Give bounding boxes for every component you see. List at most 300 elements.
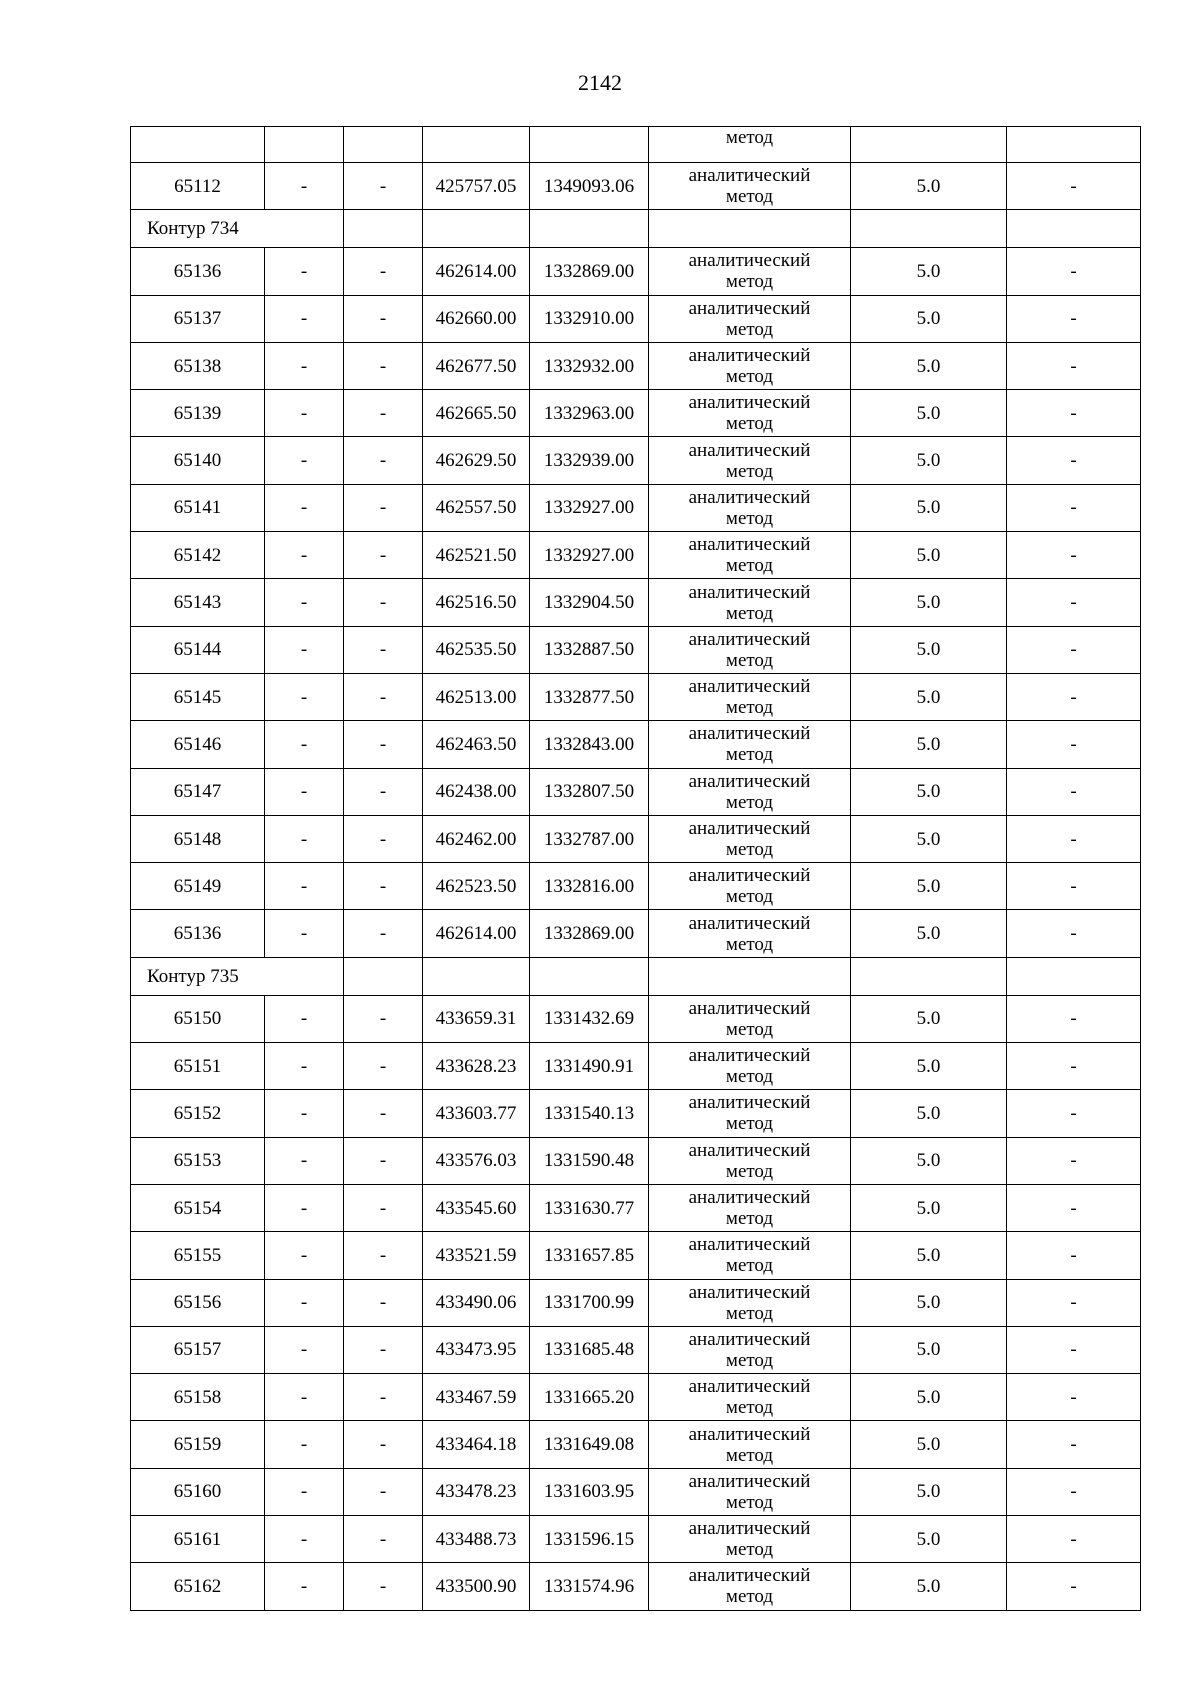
- note: -: [1007, 579, 1141, 626]
- cell-dash: -: [344, 673, 423, 720]
- note: -: [1007, 815, 1141, 862]
- cell-empty: [131, 127, 265, 163]
- coordinates-table: [130, 126, 1141, 1611]
- accuracy: 5.0: [851, 1043, 1007, 1090]
- method-line-1: аналитический: [688, 1234, 811, 1256]
- note: -: [1007, 995, 1141, 1042]
- point-id: 65141: [131, 484, 265, 531]
- cell-empty: [851, 127, 1007, 163]
- method-cell: [649, 768, 851, 815]
- method-line-1: аналитический: [688, 818, 811, 839]
- note: -: [1007, 1137, 1141, 1184]
- accuracy: 5.0: [851, 1137, 1007, 1184]
- coord-y: 1331649.08: [530, 1421, 649, 1468]
- method-cell: [649, 163, 851, 210]
- method-cell: [649, 1468, 851, 1515]
- cell-empty: [423, 957, 530, 995]
- table-row: [131, 1516, 1141, 1563]
- cell-dash: -: [265, 1374, 344, 1421]
- note: -: [1007, 1421, 1141, 1468]
- note: -: [1007, 626, 1141, 673]
- accuracy: 5.0: [851, 768, 1007, 815]
- table-row: [131, 437, 1141, 484]
- coord-y: 1332927.00: [530, 484, 649, 531]
- table-row: [131, 995, 1141, 1042]
- note: -: [1007, 484, 1141, 531]
- note: -: [1007, 1279, 1141, 1326]
- cell-dash: -: [265, 1232, 344, 1279]
- coord-x: 462665.50: [423, 390, 530, 437]
- method-line-1: аналитический: [688, 1092, 811, 1114]
- coord-y: 1331540.13: [530, 1090, 649, 1137]
- point-id: 65139: [131, 390, 265, 437]
- method-line-1: аналитический: [688, 345, 811, 367]
- point-id: 65160: [131, 1468, 265, 1515]
- method-line-2: метод: [725, 271, 774, 293]
- note: -: [1007, 721, 1141, 768]
- cell-dash: -: [344, 1232, 423, 1279]
- coord-y: 1331590.48: [530, 1137, 649, 1184]
- method-line-1: аналитический: [688, 770, 811, 792]
- method-cell: [649, 1232, 851, 1279]
- point-id: 65150: [131, 995, 265, 1042]
- cell-dash: -: [265, 995, 344, 1042]
- coord-y: 1331603.95: [530, 1468, 649, 1515]
- coord-y: 1332904.50: [530, 579, 649, 626]
- method-line-2: метод: [725, 460, 774, 482]
- accuracy: 5.0: [851, 863, 1007, 910]
- cell-dash: -: [265, 342, 344, 389]
- point-id: 65136: [131, 248, 265, 295]
- coord-y: 1349093.06: [530, 163, 649, 210]
- cell-empty: [649, 210, 851, 248]
- coord-y: 1332927.00: [530, 532, 649, 579]
- cell-dash: -: [344, 390, 423, 437]
- method-cell: [649, 995, 851, 1042]
- cell-dash: -: [344, 1279, 423, 1326]
- method-line-2: метод: [725, 1018, 774, 1040]
- accuracy: 5.0: [851, 1516, 1007, 1563]
- table-row: [131, 390, 1141, 437]
- note: -: [1007, 673, 1141, 720]
- table-row: [131, 342, 1141, 389]
- method-line-1: аналитический: [688, 912, 811, 934]
- accuracy: 5.0: [851, 248, 1007, 295]
- cell-dash: -: [344, 626, 423, 673]
- cell-dash: -: [344, 1090, 423, 1137]
- coord-x: 433490.06: [423, 1279, 530, 1326]
- method-cell: [649, 910, 851, 957]
- accuracy: 5.0: [851, 626, 1007, 673]
- note: -: [1007, 163, 1141, 210]
- cell-dash: -: [265, 163, 344, 210]
- table-row: [131, 1184, 1141, 1231]
- note: -: [1007, 1326, 1141, 1373]
- note: -: [1007, 1516, 1141, 1563]
- note: -: [1007, 1468, 1141, 1515]
- coord-x: 433464.18: [423, 1421, 530, 1468]
- cell-dash: -: [265, 295, 344, 342]
- cell-dash: -: [344, 1326, 423, 1373]
- method-line-2: метод: [725, 366, 774, 388]
- accuracy: 5.0: [851, 163, 1007, 210]
- note: -: [1007, 863, 1141, 910]
- method-line-2: метод: [725, 744, 774, 766]
- cell-dash: -: [265, 1043, 344, 1090]
- cell-empty: [851, 210, 1007, 248]
- cell-empty: [530, 127, 649, 163]
- coord-x: 462614.00: [423, 248, 530, 295]
- coord-y: 1332910.00: [530, 295, 649, 342]
- cell-method-fragment: метод: [649, 127, 851, 163]
- method-cell: [649, 1279, 851, 1326]
- coord-x: 433500.90: [423, 1563, 530, 1610]
- method-line-2: метод: [725, 507, 774, 529]
- coord-y: 1332877.50: [530, 673, 649, 720]
- cell-dash: -: [344, 995, 423, 1042]
- note: -: [1007, 1184, 1141, 1231]
- cell-dash: -: [344, 815, 423, 862]
- cell-dash: -: [344, 532, 423, 579]
- cell-dash: -: [344, 437, 423, 484]
- contour-label: Контур 735: [131, 957, 344, 995]
- method-line-1: аналитический: [688, 997, 811, 1019]
- table-row: [131, 484, 1141, 531]
- accuracy: 5.0: [851, 295, 1007, 342]
- table-row: [131, 295, 1141, 342]
- method-cell: [649, 390, 851, 437]
- point-id: 65146: [131, 721, 265, 768]
- cell-dash: -: [344, 1516, 423, 1563]
- coord-y: 1331596.15: [530, 1516, 649, 1563]
- method-line-2: метод: [725, 318, 774, 340]
- coord-y: 1331432.69: [530, 995, 649, 1042]
- coord-y: 1331630.77: [530, 1184, 649, 1231]
- cell-dash: -: [344, 910, 423, 957]
- point-id: 65159: [131, 1421, 265, 1468]
- coord-x: 462535.50: [423, 626, 530, 673]
- method-line-1: аналитический: [688, 1139, 811, 1161]
- coord-y: 1332869.00: [530, 910, 649, 957]
- cell-dash: -: [344, 721, 423, 768]
- table-row: [131, 626, 1141, 673]
- coord-y: 1331700.99: [530, 1279, 649, 1326]
- accuracy: 5.0: [851, 1326, 1007, 1373]
- table-row: [131, 532, 1141, 579]
- coord-x: 462523.50: [423, 863, 530, 910]
- point-id: 65143: [131, 579, 265, 626]
- coord-x: 433545.60: [423, 1184, 530, 1231]
- coord-y: 1331657.85: [530, 1232, 649, 1279]
- method-line-2: метод: [725, 186, 774, 208]
- note: -: [1007, 1232, 1141, 1279]
- method-line-2: метод: [725, 697, 774, 719]
- point-id: 65137: [131, 295, 265, 342]
- point-id: 65138: [131, 342, 265, 389]
- cell-dash: -: [265, 626, 344, 673]
- coord-x: 462438.00: [423, 768, 530, 815]
- table-row: [131, 1090, 1141, 1137]
- method-line-1: аналитический: [688, 1518, 811, 1540]
- coord-y: 1332787.00: [530, 815, 649, 862]
- coord-y: 1332807.50: [530, 768, 649, 815]
- method-line-1: аналитический: [688, 392, 811, 414]
- cell-empty: [344, 210, 423, 248]
- coord-x: 462513.00: [423, 673, 530, 720]
- point-id: 65144: [131, 626, 265, 673]
- cell-dash: -: [344, 1374, 423, 1421]
- note: -: [1007, 1090, 1141, 1137]
- method-line-1: аналитический: [688, 1045, 811, 1067]
- point-id: 65149: [131, 863, 265, 910]
- method-cell: [649, 1137, 851, 1184]
- coord-x: 462462.00: [423, 815, 530, 862]
- method-line-1: аналитический: [688, 1565, 811, 1587]
- cell-dash: -: [344, 484, 423, 531]
- method-line-2: метод: [725, 1302, 774, 1324]
- method-line-2: метод: [725, 602, 774, 624]
- cell-empty: [1007, 210, 1141, 248]
- method-line-1: аналитический: [688, 1281, 811, 1303]
- table-body: [131, 127, 1141, 1611]
- cell-empty: [1007, 957, 1141, 995]
- method-line-1: аналитический: [688, 1328, 811, 1350]
- method-cell: [649, 295, 851, 342]
- method-cell: [649, 626, 851, 673]
- cell-dash: -: [265, 579, 344, 626]
- cell-dash: -: [265, 910, 344, 957]
- method-cell: [649, 484, 851, 531]
- accuracy: 5.0: [851, 995, 1007, 1042]
- cell-dash: -: [344, 1043, 423, 1090]
- point-id: 65153: [131, 1137, 265, 1184]
- cell-empty: [423, 210, 530, 248]
- table-row: [131, 1468, 1141, 1515]
- note: -: [1007, 532, 1141, 579]
- method-cell: [649, 1516, 851, 1563]
- cell-dash: -: [344, 1184, 423, 1231]
- method-line-2: метод: [725, 1208, 774, 1230]
- point-id: 65155: [131, 1232, 265, 1279]
- note: -: [1007, 390, 1141, 437]
- cell-dash: -: [265, 1563, 344, 1610]
- cell-dash: -: [265, 1421, 344, 1468]
- coord-y: 1332939.00: [530, 437, 649, 484]
- point-id: 65148: [131, 815, 265, 862]
- method-line-2: метод: [725, 1539, 774, 1561]
- method-line-2: метод: [725, 839, 774, 860]
- method-cell: [649, 1563, 851, 1610]
- method-cell: [649, 532, 851, 579]
- cell-dash: -: [265, 1090, 344, 1137]
- accuracy: 5.0: [851, 1184, 1007, 1231]
- table-row: [131, 1563, 1141, 1610]
- accuracy: 5.0: [851, 1421, 1007, 1468]
- method-line-2: метод: [725, 1255, 774, 1277]
- cell-dash: -: [265, 815, 344, 862]
- method-cell: [649, 579, 851, 626]
- cell-dash: -: [344, 579, 423, 626]
- method-line-2: метод: [725, 413, 774, 435]
- point-id: 65161: [131, 1516, 265, 1563]
- table-row: [131, 1421, 1141, 1468]
- cell-empty: [344, 127, 423, 163]
- coord-y: 1332816.00: [530, 863, 649, 910]
- point-id: 65157: [131, 1326, 265, 1373]
- accuracy: 5.0: [851, 390, 1007, 437]
- method-line-2: метод: [725, 791, 774, 813]
- point-id: 65162: [131, 1563, 265, 1610]
- table-row: [131, 768, 1141, 815]
- cell-dash: -: [265, 863, 344, 910]
- point-id: 65151: [131, 1043, 265, 1090]
- cell-empty: [265, 127, 344, 163]
- method-cell: [649, 1043, 851, 1090]
- coord-y: 1331665.20: [530, 1374, 649, 1421]
- coord-x: 462521.50: [423, 532, 530, 579]
- method-line-1: аналитический: [688, 581, 811, 603]
- table-row: [131, 910, 1141, 957]
- table-row: [131, 721, 1141, 768]
- method-line-1: аналитический: [688, 439, 811, 461]
- point-id: 65147: [131, 768, 265, 815]
- method-line-2: метод: [725, 1066, 774, 1088]
- method-cell: [649, 863, 851, 910]
- cell-dash: -: [344, 342, 423, 389]
- method-cell: [649, 248, 851, 295]
- cell-dash: -: [265, 1184, 344, 1231]
- accuracy: 5.0: [851, 437, 1007, 484]
- note: -: [1007, 910, 1141, 957]
- coord-x: 425757.05: [423, 163, 530, 210]
- coord-y: 1331490.91: [530, 1043, 649, 1090]
- method-cell: [649, 1090, 851, 1137]
- method-line-1: аналитический: [688, 1376, 811, 1398]
- table-row: [131, 1232, 1141, 1279]
- method-cell: [649, 815, 851, 862]
- note: -: [1007, 248, 1141, 295]
- method-line-1: аналитический: [688, 1423, 811, 1445]
- point-id: 65156: [131, 1279, 265, 1326]
- method-line-1: аналитический: [688, 486, 811, 508]
- method-line-2: метод: [725, 1444, 774, 1466]
- coord-x: 462660.00: [423, 295, 530, 342]
- cell-dash: -: [344, 163, 423, 210]
- coord-x: 462677.50: [423, 342, 530, 389]
- accuracy: 5.0: [851, 1090, 1007, 1137]
- method-line-2: метод: [725, 933, 774, 955]
- point-id: 65140: [131, 437, 265, 484]
- table-row: [131, 815, 1141, 862]
- cell-dash: -: [265, 768, 344, 815]
- accuracy: 5.0: [851, 342, 1007, 389]
- note: -: [1007, 768, 1141, 815]
- coord-y: 1331574.96: [530, 1563, 649, 1610]
- coord-x: 462463.50: [423, 721, 530, 768]
- note: -: [1007, 1563, 1141, 1610]
- method-line-1: аналитический: [688, 1470, 811, 1492]
- method-line-1: аналитический: [688, 676, 811, 698]
- method-line-1: аналитический: [688, 723, 811, 745]
- table-row: [131, 863, 1141, 910]
- coord-x: 462516.50: [423, 579, 530, 626]
- coord-x: 433488.73: [423, 1516, 530, 1563]
- coord-y: 1332932.00: [530, 342, 649, 389]
- cell-dash: -: [265, 1137, 344, 1184]
- cell-dash: -: [265, 532, 344, 579]
- cell-empty: [649, 957, 851, 995]
- method-cell: [649, 342, 851, 389]
- coord-x: 462557.50: [423, 484, 530, 531]
- note: -: [1007, 1374, 1141, 1421]
- point-id: 65142: [131, 532, 265, 579]
- coord-x: 462614.00: [423, 910, 530, 957]
- point-id: 65145: [131, 673, 265, 720]
- point-id: 65112: [131, 163, 265, 210]
- method-line-2: метод: [725, 886, 774, 908]
- method-line-2: метод: [725, 1160, 774, 1182]
- cell-empty: [423, 127, 530, 163]
- method-line-1: аналитический: [688, 165, 811, 187]
- method-cell: [649, 673, 851, 720]
- accuracy: 5.0: [851, 1279, 1007, 1326]
- contour-label: Контур 734: [131, 210, 344, 248]
- accuracy: 5.0: [851, 484, 1007, 531]
- accuracy: 5.0: [851, 1232, 1007, 1279]
- cell-dash: -: [265, 673, 344, 720]
- accuracy: 5.0: [851, 815, 1007, 862]
- coord-y: 1332869.00: [530, 248, 649, 295]
- point-id: 65154: [131, 1184, 265, 1231]
- cell-empty: [530, 210, 649, 248]
- cell-dash: -: [344, 248, 423, 295]
- cell-empty: [851, 957, 1007, 995]
- method-cell: [649, 1374, 851, 1421]
- method-cell: [649, 721, 851, 768]
- coord-y: 1332843.00: [530, 721, 649, 768]
- coord-y: 1331685.48: [530, 1326, 649, 1373]
- point-id: 65152: [131, 1090, 265, 1137]
- note: -: [1007, 342, 1141, 389]
- cell-dash: -: [344, 295, 423, 342]
- method-line-2: метод: [725, 1491, 774, 1513]
- table-row: [131, 673, 1141, 720]
- note: -: [1007, 437, 1141, 484]
- method-line-2: метод: [725, 1113, 774, 1135]
- method-line-2: метод: [725, 1349, 774, 1371]
- accuracy: 5.0: [851, 721, 1007, 768]
- method-line-2: метод: [725, 555, 774, 577]
- accuracy: 5.0: [851, 910, 1007, 957]
- method-line-1: аналитический: [688, 534, 811, 556]
- accuracy: 5.0: [851, 579, 1007, 626]
- coord-x: 462629.50: [423, 437, 530, 484]
- point-id: 65158: [131, 1374, 265, 1421]
- cell-dash: -: [344, 1468, 423, 1515]
- coord-x: 433603.77: [423, 1090, 530, 1137]
- cell-dash: -: [344, 1421, 423, 1468]
- coord-x: 433659.31: [423, 995, 530, 1042]
- method-cell: [649, 1326, 851, 1373]
- method-line-1: аналитический: [688, 250, 811, 272]
- method-line-1: аналитический: [688, 628, 811, 650]
- note: -: [1007, 295, 1141, 342]
- cell-dash: -: [265, 484, 344, 531]
- cell-dash: -: [265, 390, 344, 437]
- contour-header-row: [131, 957, 1141, 995]
- coord-x: 433467.59: [423, 1374, 530, 1421]
- cell-dash: -: [344, 863, 423, 910]
